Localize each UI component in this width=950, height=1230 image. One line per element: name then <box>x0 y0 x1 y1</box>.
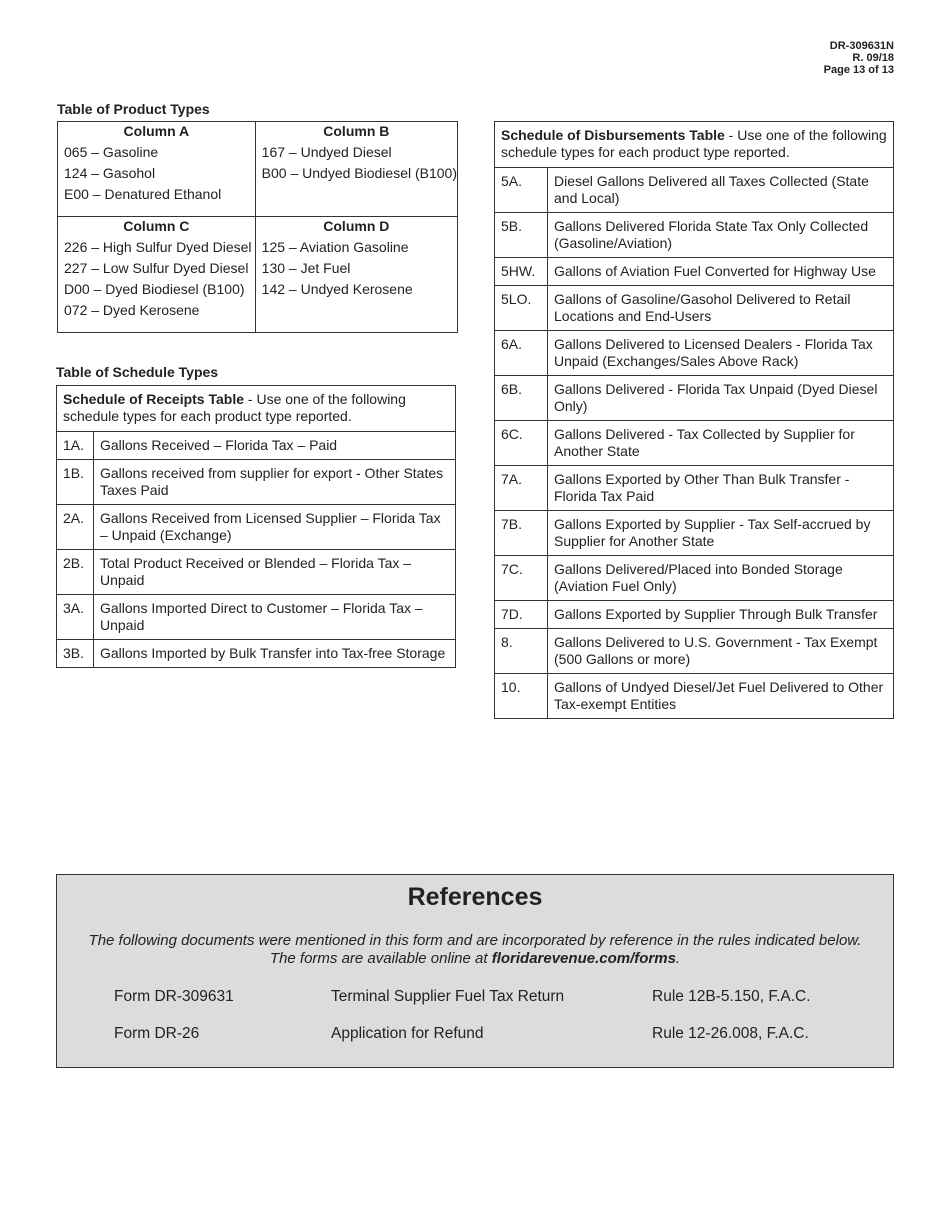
table-row <box>57 505 456 550</box>
product-item: 227 – Low Sulfur Dyed Diesel <box>64 260 249 276</box>
page-number: Page 13 of 13 <box>823 64 894 76</box>
column-d-cell <box>255 217 457 333</box>
product-item: 142 – Undyed Kerosene <box>261 281 413 297</box>
product-item: 065 – Gasoline <box>64 144 159 160</box>
table-row <box>495 213 894 258</box>
revision-date: R. 09/18 <box>852 52 894 64</box>
schedule-desc: Gallons Received from Licensed Supplier – Florida Tax – Unpaid (Exchange) <box>94 505 456 550</box>
product-item: 124 – Gasohol <box>64 165 156 181</box>
reference-form: Form DR-309631 <box>114 988 234 1005</box>
table-row <box>495 376 894 421</box>
table-row <box>495 258 894 286</box>
schedule-desc: Gallons Imported by Bulk Transfer into Tax-free Storage <box>94 640 456 668</box>
table-row <box>57 595 456 640</box>
forms-link[interactable]: floridarevenue.com/forms <box>491 950 676 967</box>
column-header: Column C <box>123 218 190 234</box>
schedule-code: 1B. <box>57 460 94 505</box>
product-item: E00 – Denatured Ethanol <box>64 186 222 202</box>
table-row <box>57 640 456 668</box>
reference-rule: Rule 12-26.008, F.A.C. <box>652 1025 809 1042</box>
schedule-code: 7C. <box>495 556 548 601</box>
table-row <box>57 550 456 595</box>
schedule-code: 7D. <box>495 601 548 629</box>
schedule-code: 1A. <box>57 432 94 460</box>
column-header: Column B <box>323 123 390 139</box>
schedule-code: 2A. <box>57 505 94 550</box>
intro-prefix: The forms are available online at <box>269 950 492 967</box>
column-b-cell <box>255 122 457 217</box>
table-row <box>495 331 894 376</box>
table-row <box>495 629 894 674</box>
schedule-code: 6C. <box>495 421 548 466</box>
product-item: 125 – Aviation Gasoline <box>261 239 409 255</box>
table-row <box>57 460 456 505</box>
product-item: 072 – Dyed Kerosene <box>64 302 200 318</box>
schedule-code: 3A. <box>57 595 94 640</box>
intro-line-2 <box>57 950 893 968</box>
intro-suffix: . <box>675 950 681 967</box>
reference-form-name: Application for Refund <box>331 1025 484 1042</box>
schedule-desc: Gallons of Aviation Fuel Converted for Highway Use <box>548 258 894 286</box>
schedule-desc: Gallons Delivered to Licensed Dealers - Florida Tax Unpaid (Exchanges/Sales Above Rack) <box>548 331 894 376</box>
product-item: D00 – Dyed Biodiesel (B100) <box>64 281 245 297</box>
disbursements-caption-text: - Use one of the following schedule types for each product type reported. <box>501 127 887 160</box>
schedule-code: 10. <box>495 674 548 719</box>
schedule-code: 6A. <box>495 331 548 376</box>
receipts-caption-bold: Schedule of Receipts Table <box>63 391 245 407</box>
table-row <box>495 286 894 331</box>
product-item: 130 – Jet Fuel <box>261 260 351 276</box>
product-types-table <box>57 121 458 333</box>
product-types-title: Table of Product Types <box>57 101 210 117</box>
table-row <box>495 511 894 556</box>
schedule-code: 5A. <box>495 168 548 213</box>
receipts-caption-text: - Use one of the following schedule types for each product type reported. <box>63 391 406 424</box>
schedule-code: 2B. <box>57 550 94 595</box>
references-title: References <box>407 883 543 911</box>
schedule-desc: Gallons Delivered/Placed into Bonded Storage (Aviation Fuel Only) <box>548 556 894 601</box>
schedule-code: 6B. <box>495 376 548 421</box>
schedule-desc: Diesel Gallons Delivered all Taxes Collected (State and Local) <box>548 168 894 213</box>
schedule-desc: Total Product Received or Blended – Florida Tax – Unpaid <box>94 550 456 595</box>
receipts-table <box>56 385 456 668</box>
table-row <box>495 601 894 629</box>
schedule-code: 3B. <box>57 640 94 668</box>
schedule-desc: Gallons Delivered - Tax Collected by Supplier for Another State <box>548 421 894 466</box>
form-header <box>824 40 894 76</box>
schedule-code: 5B. <box>495 213 548 258</box>
reference-rule: Rule 12B-5.150, F.A.C. <box>652 988 811 1005</box>
table-row <box>495 168 894 213</box>
references-intro <box>57 932 893 968</box>
table-row <box>495 556 894 601</box>
disbursements-caption-bold: Schedule of Disbursements Table <box>501 127 725 143</box>
column-a-cell <box>58 122 256 217</box>
schedule-desc: Gallons Delivered to U.S. Government - Tax Exempt (500 Gallons or more) <box>548 629 894 674</box>
disbursements-table <box>494 121 894 719</box>
schedule-code: 5HW. <box>495 258 548 286</box>
schedule-desc: Gallons Delivered Florida State Tax Only Collected (Gasoline/Aviation) <box>548 213 894 258</box>
schedule-desc: Gallons of Gasoline/Gasohol Delivered to Retail Locations and End-Users <box>548 286 894 331</box>
form-number: DR-309631N <box>829 40 894 52</box>
schedule-desc: Gallons Exported by Supplier - Tax Self-accrued by Supplier for Another State <box>548 511 894 556</box>
reference-row <box>57 988 893 1008</box>
table-row <box>495 674 894 719</box>
schedule-code: 5LO. <box>495 286 548 331</box>
reference-form-name: Terminal Supplier Fuel Tax Return <box>331 988 565 1005</box>
table-row <box>495 466 894 511</box>
schedule-code: 7A. <box>495 466 548 511</box>
reference-row <box>57 1025 893 1045</box>
schedule-desc: Gallons received from supplier for export - Other States Taxes Paid <box>94 460 456 505</box>
product-item: 226 – High Sulfur Dyed Diesel <box>64 239 252 255</box>
schedule-code: 7B. <box>495 511 548 556</box>
column-header: Column A <box>123 123 190 139</box>
references-box <box>56 874 894 1068</box>
schedule-desc: Gallons Delivered - Florida Tax Unpaid (Dyed Diesel Only) <box>548 376 894 421</box>
schedule-desc: Gallons Exported by Supplier Through Bulk Transfer <box>548 601 894 629</box>
receipts-caption <box>57 386 456 432</box>
schedule-desc: Gallons of Undyed Diesel/Jet Fuel Delivered to Other Tax-exempt Entities <box>548 674 894 719</box>
intro-line-1: The following documents were mentioned in this form and are incorporated by reference in the rules indicated below. <box>88 932 862 949</box>
schedule-types-title: Table of Schedule Types <box>56 364 219 380</box>
schedule-desc: Gallons Imported Direct to Customer – Florida Tax – Unpaid <box>94 595 456 640</box>
reference-form: Form DR-26 <box>114 1025 200 1042</box>
product-item: B00 – Undyed Biodiesel (B100) <box>261 165 457 181</box>
column-header: Column D <box>323 218 390 234</box>
schedule-desc: Gallons Exported by Other Than Bulk Transfer - Florida Tax Paid <box>548 466 894 511</box>
schedule-desc: Gallons Received – Florida Tax – Paid <box>94 432 456 460</box>
schedule-code: 8. <box>495 629 548 674</box>
disbursements-caption <box>495 122 894 168</box>
product-item: 167 – Undyed Diesel <box>261 144 392 160</box>
table-row <box>495 421 894 466</box>
table-row <box>57 432 456 460</box>
column-c-cell <box>58 217 256 333</box>
